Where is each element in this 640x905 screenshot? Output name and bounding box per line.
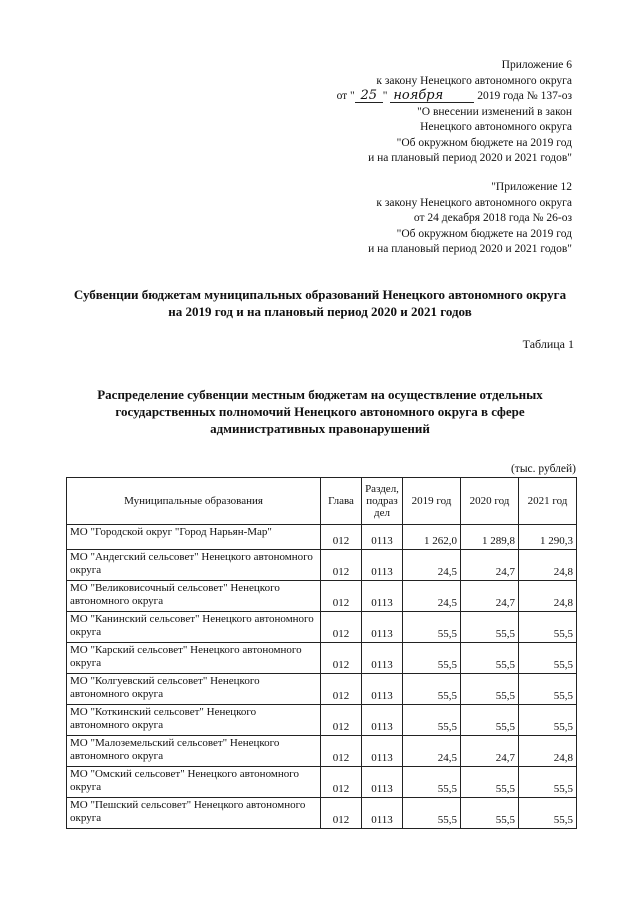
appendix-date-line [252,89,572,105]
original-law-ref: к закону Ненецкого автономного округа [376,196,572,209]
municipality-name: МО "Коткинский сельсовет" Ненецкого автономного округа [67,705,321,736]
original-law-period: и на плановый период 2020 и 2021 годов" [368,243,572,255]
amount-2019: 55,5 [403,767,461,798]
amount-2021: 55,5 [519,612,577,643]
section-code: 0113 [362,643,403,674]
table-row [67,674,577,705]
amount-2019: 24,5 [403,736,461,767]
amount-2021: 24,8 [519,550,577,581]
amount-2020: 55,5 [461,612,519,643]
table-header-row [67,478,577,525]
table-row [67,643,577,674]
table-title: Распределение субвенции местным бюджетам на осуществление отдельных государственных полномочий Ненецкого автономного округа в сфере административных правонарушений [97,387,543,436]
section-code: 0113 [362,581,403,612]
section-code: 0113 [362,525,403,550]
chapter-code: 012 [321,736,362,767]
chapter-code: 012 [321,525,362,550]
chapter-code: 012 [321,581,362,612]
municipality-name: МО "Пешский сельсовет" Ненецкого автономного округа [67,798,321,829]
handwritten-month: ноября [390,90,474,103]
table-row [67,581,577,612]
date-suffix: 2019 года № 137-оз [477,90,572,102]
municipality-name: МО "Карский сельсовет" Ненецкого автономного округа [67,643,321,674]
table-row [67,705,577,736]
amount-2020: 24,7 [461,736,519,767]
municipality-name: МО "Колгуевский сельсовет" Ненецкого автономного округа [67,674,321,705]
table-row [67,767,577,798]
table-label: Таблица 1 [522,337,574,351]
amount-2020: 55,5 [461,798,519,829]
amount-2019: 1 262,0 [403,525,461,550]
appendix-line-6: "Об окружном бюджете на 2019 год [396,136,572,149]
amount-2020: 55,5 [461,705,519,736]
appendix-number: Приложение 6 [501,59,572,71]
section-code: 0113 [362,798,403,829]
amount-2019: 55,5 [403,705,461,736]
document-title: Субвенции бюджетам муниципальных образований Ненецкого автономного округа на 2019 год и на плановый период 2020 и 2021 годов [73,287,567,319]
amount-2021: 55,5 [519,767,577,798]
header-municipality: Муниципальные образования [67,478,321,525]
section-code: 0113 [362,612,403,643]
municipality-name: МО "Омский сельсовет" Ненецкого автономного округа [67,767,321,798]
municipality-name: МО "Великовисочный сельсовет" Ненецкого автономного округа [67,581,321,612]
appendix-header [252,58,572,167]
section-code: 0113 [362,767,403,798]
original-law-date: от 24 декабря 2018 года № 26-оз [413,212,572,224]
chapter-code: 012 [321,705,362,736]
chapter-code: 012 [321,674,362,705]
section-code: 0113 [362,550,403,581]
amount-2019: 55,5 [403,643,461,674]
amount-2020: 24,7 [461,550,519,581]
table-row [67,612,577,643]
amount-2019: 55,5 [403,674,461,705]
amount-2020: 55,5 [461,674,519,705]
header-chapter: Глава [321,478,362,525]
table-row [67,736,577,767]
amount-2021: 24,8 [519,736,577,767]
appendix-header-original [252,180,572,258]
original-law-title: "Об окружном бюджете на 2019 год [396,227,572,240]
amount-2021: 55,5 [519,674,577,705]
chapter-code: 012 [321,798,362,829]
header-2021: 2021 год [519,478,577,525]
amount-2020: 1 289,8 [461,525,519,550]
amount-2020: 55,5 [461,767,519,798]
amount-2019: 55,5 [403,612,461,643]
amount-2021: 1 290,3 [519,525,577,550]
original-appendix-number: "Приложение 12 [491,181,572,193]
municipality-name: МО "Городской округ "Город Нарьян-Мар" [67,525,321,550]
amount-2021: 55,5 [519,643,577,674]
amount-2019: 24,5 [403,581,461,612]
appendix-line-5: Ненецкого автономного округа [420,121,572,133]
amount-2021: 55,5 [519,798,577,829]
section-code: 0113 [362,705,403,736]
unit-label: (тыс. рублей) [510,463,576,475]
chapter-code: 012 [321,643,362,674]
section-code: 0113 [362,736,403,767]
date-prefix: от " [336,90,355,102]
amount-2020: 24,7 [461,581,519,612]
table-row [67,550,577,581]
chapter-code: 012 [321,612,362,643]
municipality-name: МО "Андегский сельсовет" Ненецкого автономного округа [67,550,321,581]
chapter-code: 012 [321,767,362,798]
header-section: Раздел, подраз дел [362,478,403,525]
amount-2020: 55,5 [461,643,519,674]
table-row [67,525,577,550]
municipality-name: МО "Малоземельский сельсовет" Ненецкого автономного округа [67,736,321,767]
section-code: 0113 [362,674,403,705]
municipality-name: МО "Канинский сельсовет" Ненецкого автономного округа [67,612,321,643]
appendix-line-7: и на плановый период 2020 и 2021 годов" [368,152,572,164]
appendix-line-4: "О внесении изменений в закон [417,105,572,118]
date-quote: " [382,90,388,102]
table-row [67,798,577,829]
header-2019: 2019 год [403,478,461,525]
amount-2019: 55,5 [403,798,461,829]
amount-2019: 24,5 [403,550,461,581]
appendix-law-ref: к закону Ненецкого автономного округа [376,74,572,87]
subvention-table [66,477,577,829]
header-2020: 2020 год [461,478,519,525]
handwritten-day: 25 [355,90,383,103]
amount-2021: 24,8 [519,581,577,612]
amount-2021: 55,5 [519,705,577,736]
chapter-code: 012 [321,550,362,581]
